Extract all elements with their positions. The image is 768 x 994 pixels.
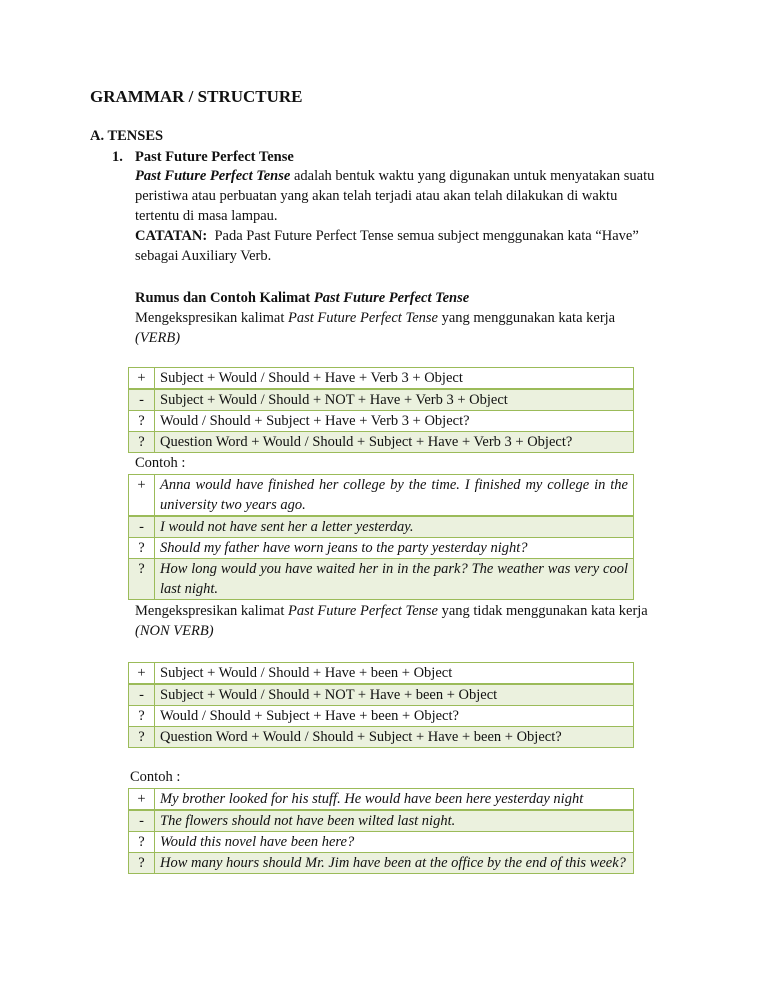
- verb-label: (VERB): [135, 330, 181, 346]
- formula-cell: Question Word + Would / Should + Subject + Have + Verb 3 + Object?: [155, 432, 634, 453]
- example-table-verb: [128, 474, 634, 600]
- example-cell: How long would you have waited her in in the park? The weather was very cool last night.: [155, 559, 634, 600]
- contoh-label: Contoh :: [135, 455, 186, 471]
- formula-table-verb: [128, 367, 634, 453]
- verb-intro: yang menggunakan kata kerja: [437, 310, 616, 326]
- sign-cell: -: [129, 684, 155, 706]
- sign-cell: +: [129, 368, 155, 390]
- sign-cell: ?: [129, 411, 155, 432]
- term: Past Future Perfect Tense: [135, 168, 291, 184]
- sign-cell: ?: [129, 432, 155, 453]
- formula-cell: Subject + Would / Should + Have + been + Object: [155, 663, 634, 685]
- formula-cell: Subject + Would / Should + Have + Verb 3 + Object: [155, 368, 634, 390]
- sign-cell: ?: [129, 727, 155, 748]
- sign-cell: ?: [129, 538, 155, 559]
- formula-cell: Would / Should + Subject + Have + Verb 3 + Object?: [155, 411, 634, 432]
- rumus-heading-italic: Past Future Perfect Tense: [313, 290, 470, 306]
- example-cell: Should my father have worn jeans to the party yesterday night?: [155, 538, 634, 559]
- sign-cell: -: [129, 389, 155, 411]
- formula-table-nonverb: [128, 662, 634, 748]
- note-text: Pada Past Future Perfect Tense semua subject menggunakan kata “Have”: [207, 228, 639, 244]
- nonverb-label: (NON VERB): [135, 623, 214, 639]
- intro-text: tertentu di masa lampau.: [135, 208, 278, 224]
- example-table-nonverb: [128, 788, 634, 874]
- formula-cell: Subject + Would / Should + NOT + Have + been + Object: [155, 684, 634, 706]
- formula-cell: Question Word + Would / Should + Subject + Have + been + Object?: [155, 727, 634, 748]
- sign-cell: ?: [129, 832, 155, 853]
- note-text: sebagai Auxiliary Verb.: [135, 248, 272, 264]
- verb-intro: Mengekspresikan kalimat: [135, 310, 289, 326]
- example-cell: How many hours should Mr. Jim have been at the office by the end of this week?: [155, 853, 634, 874]
- sign-cell: -: [129, 810, 155, 832]
- contoh-label: Contoh :: [130, 769, 181, 785]
- rumus-heading: Rumus dan Contoh Kalimat: [135, 290, 314, 306]
- sign-cell: +: [129, 663, 155, 685]
- example-cell: Would this novel have been here?: [155, 832, 634, 853]
- nonverb-intro-term: Past Future Perfect Tense: [288, 603, 438, 619]
- page-title: GRAMMAR / STRUCTURE: [90, 87, 303, 106]
- intro-text: adalah bentuk waktu yang digunakan untuk menyatakan suatu: [290, 168, 655, 184]
- sign-cell: -: [129, 516, 155, 538]
- verb-intro-term: Past Future Perfect Tense: [288, 310, 438, 326]
- item-number: 1.: [112, 149, 123, 165]
- item-title: Past Future Perfect Tense: [135, 149, 294, 165]
- intro-text: peristiwa atau perbuatan yang akan telah terjadi atau akan telah dilakukan di waktu: [135, 188, 618, 204]
- sign-cell: +: [129, 789, 155, 811]
- example-cell: My brother looked for his stuff. He would have been here yesterday night: [155, 789, 634, 811]
- example-cell: The flowers should not have been wilted last night.: [155, 810, 634, 832]
- sign-cell: ?: [129, 706, 155, 727]
- section-heading: A. TENSES: [90, 128, 164, 144]
- note-label: CATATAN:: [135, 228, 208, 244]
- formula-cell: Would / Should + Subject + Have + been + Object?: [155, 706, 634, 727]
- example-cell: Anna would have finished her college by the time. I finished my college in the university two years ago.: [155, 475, 634, 517]
- nonverb-intro: yang tidak menggunakan kata kerja: [437, 603, 648, 619]
- sign-cell: +: [129, 475, 155, 517]
- example-cell: I would not have sent her a letter yesterday.: [155, 516, 634, 538]
- formula-cell: Subject + Would / Should + NOT + Have + Verb 3 + Object: [155, 389, 634, 411]
- sign-cell: ?: [129, 559, 155, 600]
- sign-cell: ?: [129, 853, 155, 874]
- nonverb-intro: Mengekspresikan kalimat: [135, 603, 289, 619]
